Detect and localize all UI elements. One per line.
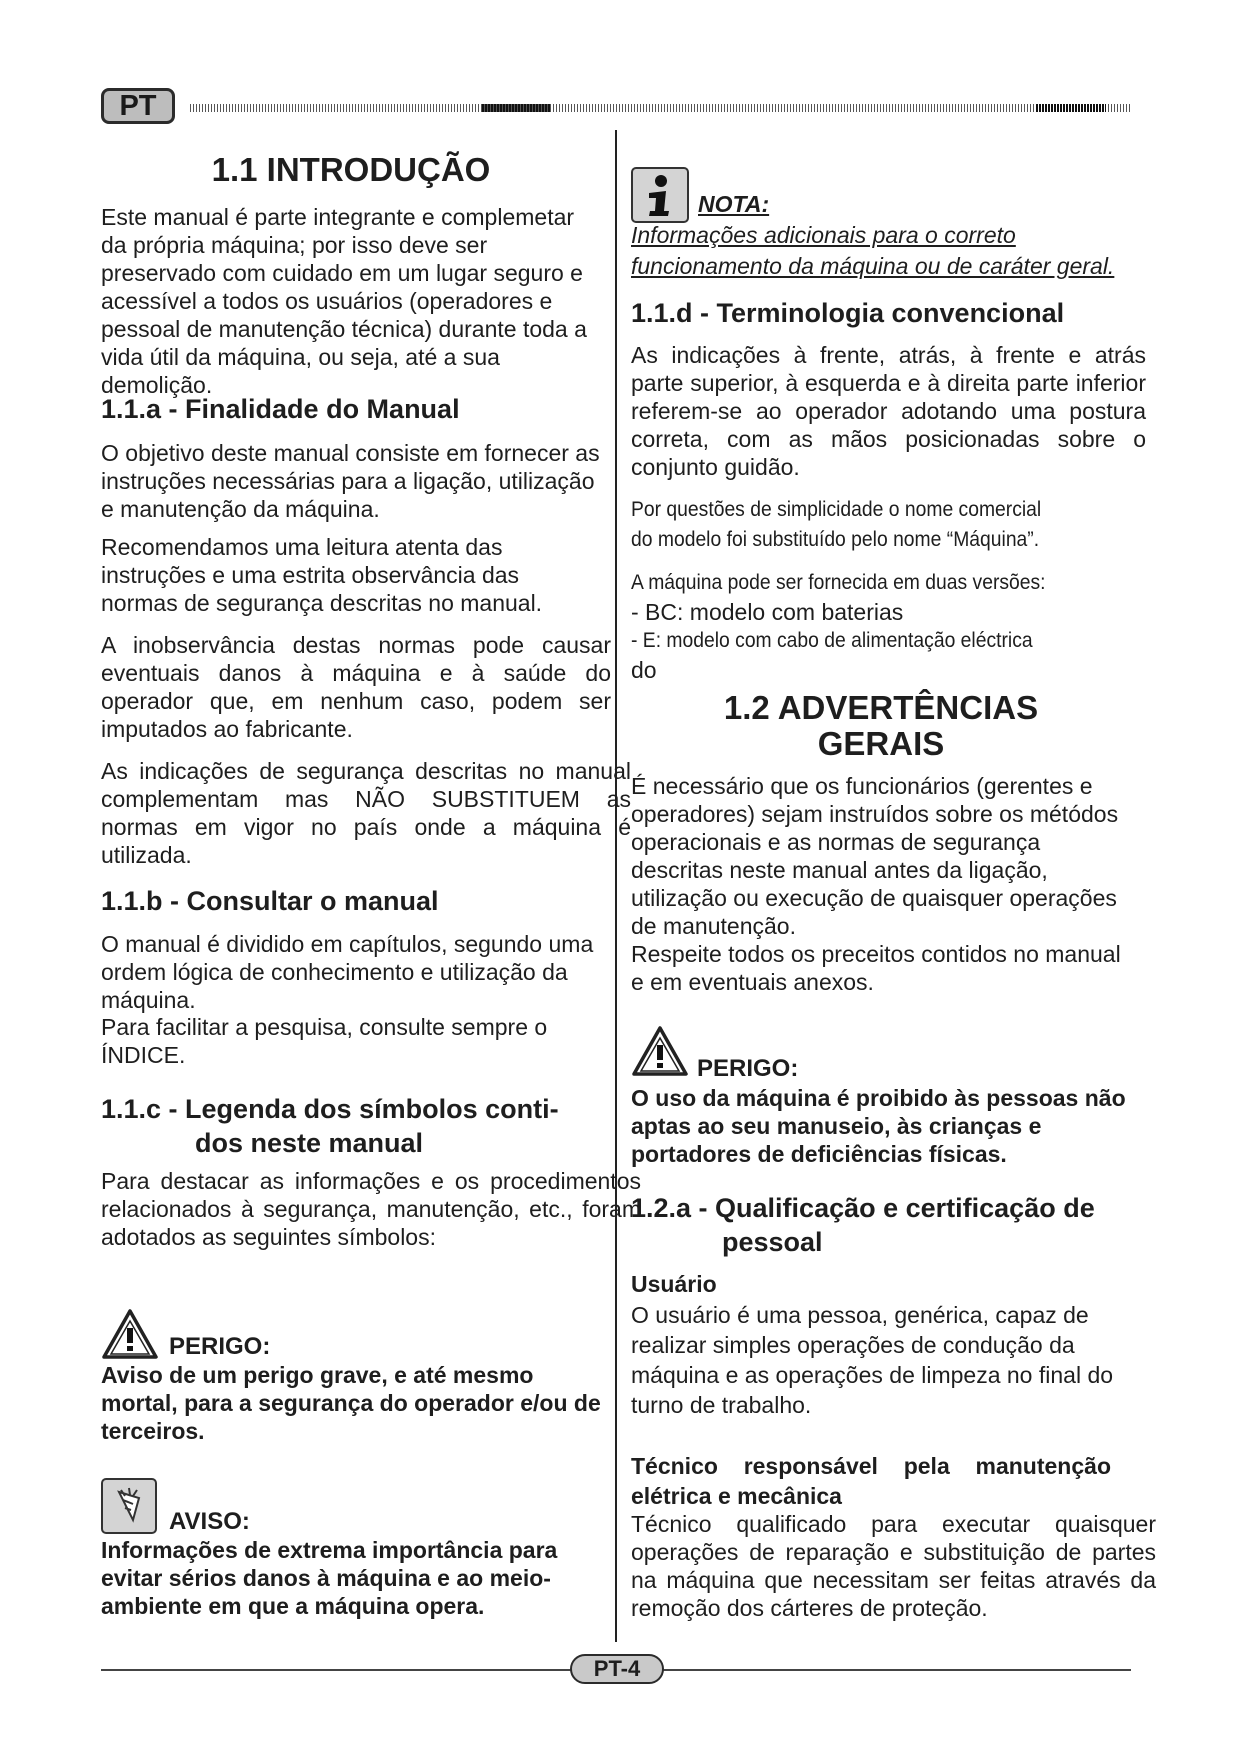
user-title: Usuário	[631, 1271, 717, 1297]
paragraph-indicacoes-direcao: As indicações à frente, atrás, à frente e atrás parte superior, à esquerda e à direita parte inferior referem-se ao operador adotando uma postura correta, com as mãos posicionadas sobre o conjunto guidão.	[631, 342, 1146, 480]
section-title-introduction: 1.1 INTRODUÇÃO	[211, 151, 491, 188]
warning-description: Informações de extrema importância para evitar sérios danos à máquina e ao meio-ambiente em que a máquina opera.	[101, 1537, 558, 1619]
heading-finalidade: 1.1.a - Finalidade do Manual	[101, 394, 460, 424]
user-description: O usuário é uma pessoa, genérica, capaz de realizar simples operações de condução da máquina e as operações de limpeza no final do turno de trabalho.	[631, 1302, 1114, 1418]
heading-consultar: 1.1.b - Consultar o manual	[101, 886, 439, 916]
danger-description: Aviso de um perigo grave, e até mesmo mortal, para a segurança do operador e/ou de terceiros.	[101, 1362, 601, 1444]
danger-warning-icon	[631, 1025, 689, 1077]
heading-legenda-cont: dos neste manual	[195, 1128, 424, 1158]
danger-warning-icon	[101, 1308, 159, 1360]
note-label: NOTA:	[698, 191, 770, 217]
version-e-cont: do	[631, 657, 657, 683]
paragraph-simbolos: Para destacar as informações e os procedimentos relacionados à segurança, manutenção, etc., foram adotados as seguintes símbolos:	[101, 1168, 641, 1250]
paragraph-funcionarios: É necessário que os funcionários (gerentes e operadores) sejam instruídos sobre os métódos operacionais e as normas de segurança descritas neste manual antes da ligação, utilização ou execução de quaisquer operações de manutenção.	[631, 773, 1119, 939]
paragraph-recomendamos: Recomendamos uma leitura atenta das instruções e uma estrita observância das normas de segurança descritas no manual.	[101, 534, 543, 616]
caution-icon	[101, 1478, 157, 1534]
column-divider	[615, 130, 617, 1642]
section-title-advertencias: 1.2 ADVERTÊNCIAS	[723, 689, 1039, 726]
heading-legenda: 1.1.c - Legenda dos símbolos conti-	[101, 1094, 559, 1124]
warning-label: AVISO:	[169, 1508, 250, 1535]
language-badge: PT	[101, 88, 175, 124]
info-icon	[631, 167, 689, 223]
paragraph-manual-dividido: O manual é dividido em capítulos, segundo uma ordem lógica de conhecimento e utilização da máquina.	[101, 931, 594, 1013]
danger-label: PERIGO:	[169, 1333, 271, 1360]
intro-paragraph: Este manual é parte integrante e complemetar da própria máquina; por isso deve ser preservado com cuidado em um lugar seguro e acessível a todos os usuários (operadores e pessoal de manutenção técnica) durante toda a vida útil da máquina, ou seja, até a sua demolição.	[101, 204, 587, 398]
technician-title: Técnico responsável pela manutenção elétrica e mecânica	[631, 1453, 1111, 1509]
danger-label-right: PERIGO:	[697, 1055, 799, 1082]
note-description: Informações adicionais para o correto funcionamento da máquina ou de caráter geral.	[631, 222, 1115, 279]
paragraph-simplicidade-2: do modelo foi substituído pelo nome “Máquina”.	[631, 528, 1040, 551]
paragraph-inobservancia: A inobservância destas normas pode causar eventuais danos à máquina e à saúde do operador que, em nenhum caso, podem ser imputados ao fabricante.	[101, 632, 611, 742]
paragraph-objetivo: O objetivo deste manual consiste em fornecer as instruções necessárias para a ligação, utilização e manutenção da máquina.	[101, 440, 600, 522]
version-e: - E: modelo com cabo de alimentação eléctrica	[631, 629, 1033, 652]
page-number: PT-4	[570, 1654, 664, 1684]
danger-description-right: O uso da máquina é proibido às pessoas não aptas ao seu manuseio, às crianças e portadores de deficiências físicas.	[631, 1085, 1126, 1167]
technician-description: Técnico qualificado para executar quaisquer operações de reparação e substituição de partes na máquina que necessitam ser feitas através da remoção dos cárteres de proteção.	[631, 1511, 1156, 1621]
header-rule-accent	[482, 104, 550, 112]
paragraph-indicacoes: As indicações de segurança descritas no manual complementam mas NÃO SUBSTITUEM as normas em vigor no país onde a máquina é utilizada.	[101, 758, 631, 868]
paragraph-respeite: Respeite todos os preceitos contidos no manual e em eventuais anexos.	[631, 941, 1121, 995]
section-title-advertencias-cont: GERAIS	[817, 725, 945, 762]
paragraph-versoes: A máquina pode ser fornecida em duas versões:	[631, 571, 1046, 594]
heading-qualificacao: 1.2.a - Qualificação e certificação de	[631, 1193, 1095, 1223]
heading-qualificacao-cont: pessoal	[722, 1227, 823, 1257]
header-rule	[190, 104, 1130, 112]
paragraph-simplicidade-1: Por questões de simplicidade o nome comercial	[631, 498, 1042, 521]
version-bc: - BC: modelo com baterias	[631, 599, 904, 625]
header-rule-accent	[1036, 104, 1106, 112]
paragraph-pesquisa: Para facilitar a pesquisa, consulte sempre o ÍNDICE.	[101, 1014, 548, 1068]
heading-terminologia: 1.1.d - Terminologia convencional	[631, 298, 1065, 328]
